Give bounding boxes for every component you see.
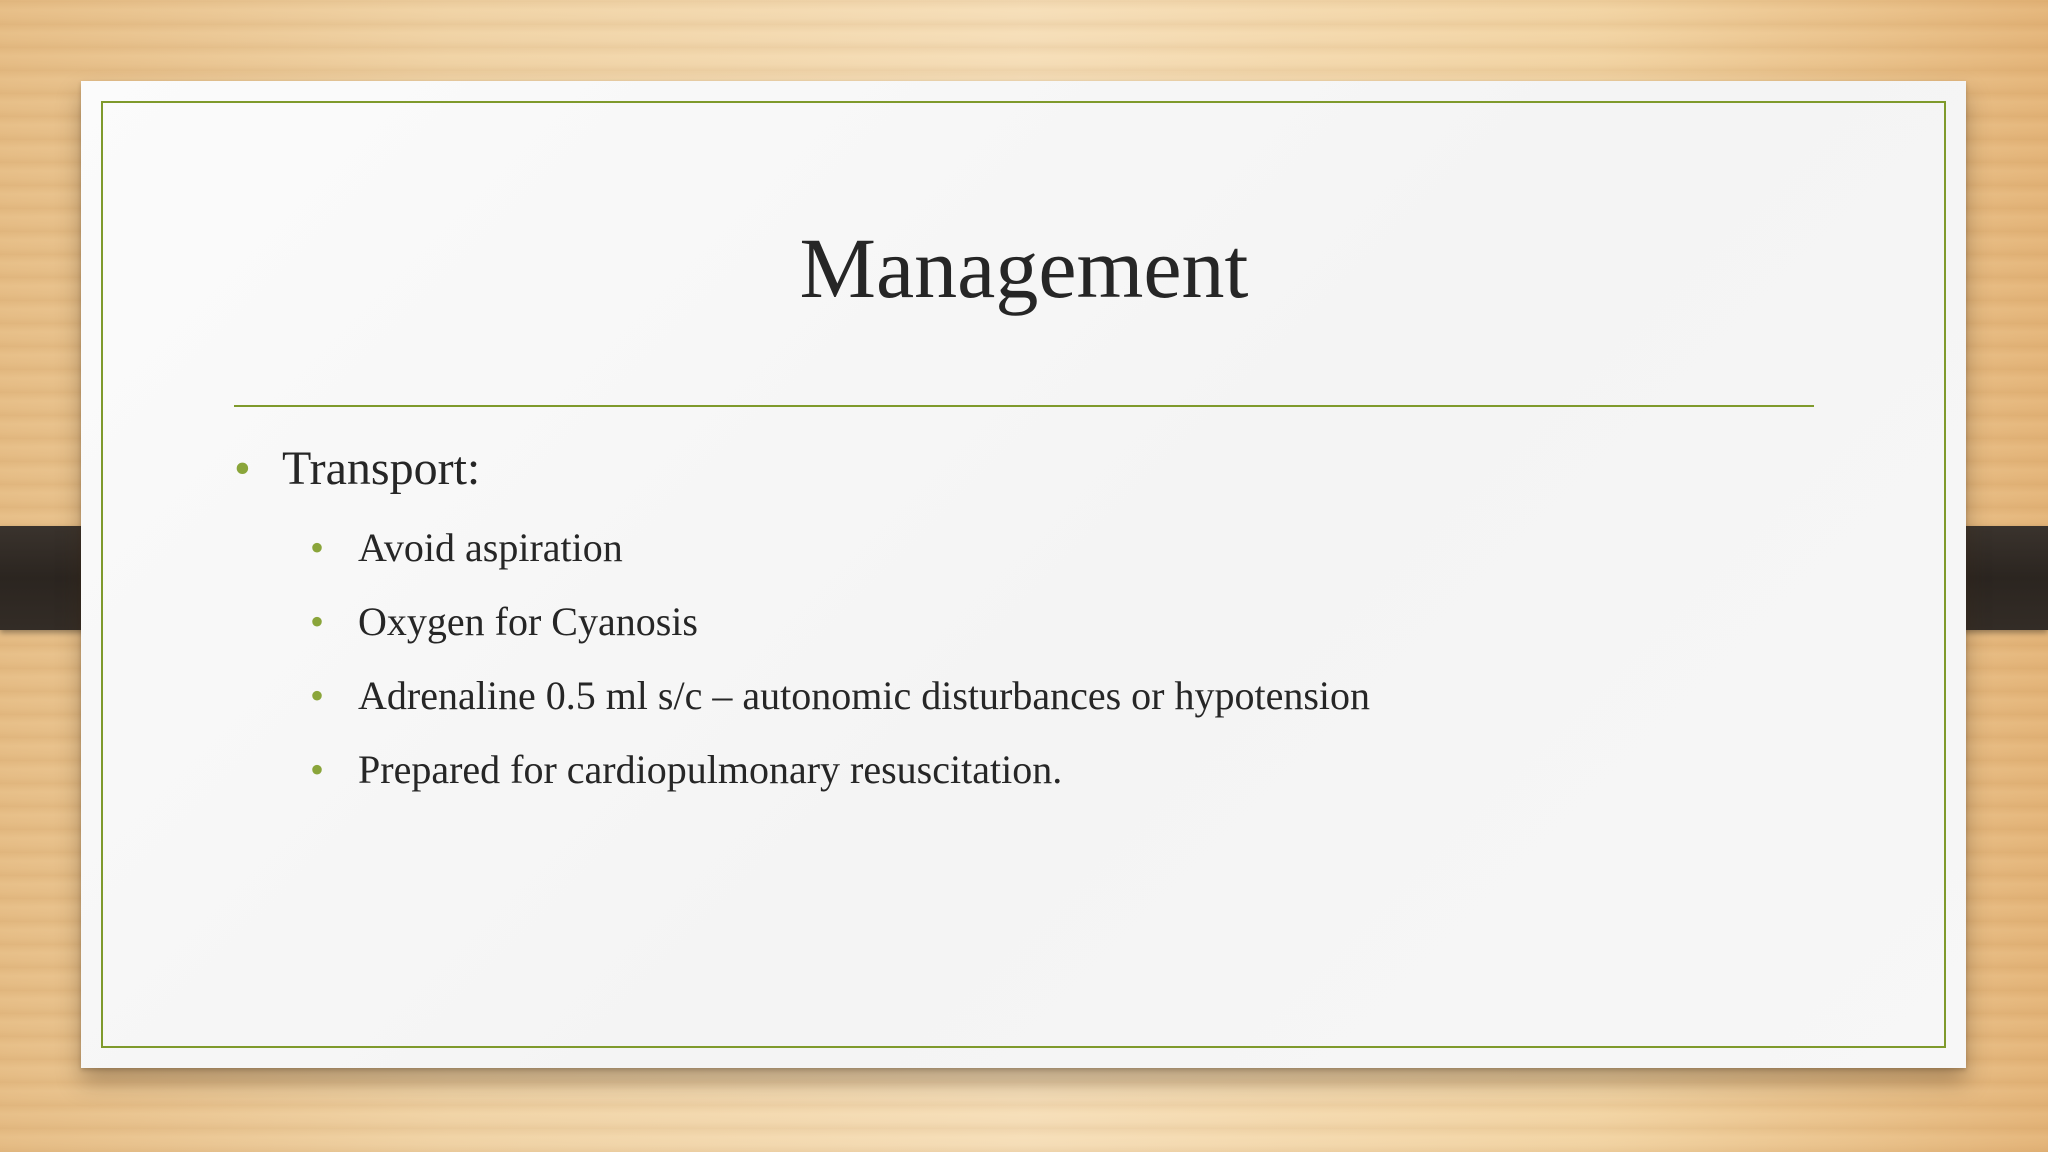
bullet-dot-icon: • xyxy=(234,442,251,495)
sub-bullet-avoid-aspiration: Avoid aspiration xyxy=(358,525,623,570)
slide-title: Management xyxy=(799,220,1249,316)
bullet-dot-icon: • xyxy=(310,525,325,570)
sub-bullet-oxygen: Oxygen for Cyanosis xyxy=(358,599,698,644)
title-divider xyxy=(234,405,1814,407)
bullet-dot-icon: • xyxy=(310,673,325,718)
sub-bullet-adrenaline: Adrenaline 0.5 ml s/c – autonomic disturbances or hypotension xyxy=(358,673,1371,718)
sub-bullet-cpr: Prepared for cardiopulmonary resuscitation. xyxy=(358,747,1063,792)
bullet-dot-icon: • xyxy=(310,599,325,644)
bullet-transport: Transport: xyxy=(282,442,481,495)
bullet-dot-icon: • xyxy=(310,747,325,792)
